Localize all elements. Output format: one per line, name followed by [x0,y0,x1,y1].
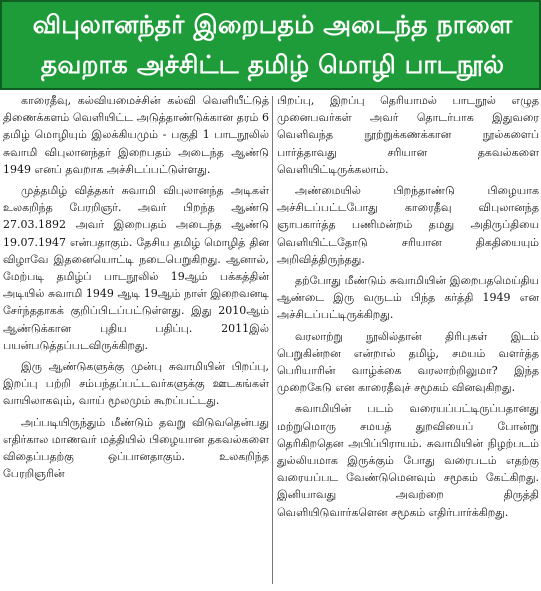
article-paragraph: காரைதீவு, கல்வியமைச்சின் கல்வி வெளியீட்டுத் திணைக்களம் வெளியிட்ட அடுத்தாண்டுக்கான தரம் 6 தமிழ் மொழியும் இலக்கியமும் - பகுதி 1 பாடநூலில் சுவாமி விபுலானந்தர் இறைபதம் அடைந்த ஆண்டு 1949 எனப் தவறாக அச்சிடப்பட்டுள்ளது. [3,94,269,176]
article-paragraph: முத்தமிழ் வித்தகர் சுவாமி விபுலானந்த அடிகள் உலகறிந்த பேரறிஞர். அவர் பிறந்த ஆண்டு 27.03.1892 அவர் இறைபதம் அடைந்த ஆண்டு 19.07.1947 என்பதாகும். தேசிய தமிழ் மொழித் தின விழாவே இதனையொட்டி நடைபெறுகிறது. ஆனால், மேற்படி தமிழ்ப் பாடநூலில் 19ஆம் பக்கத்தின் அடியில் சுவாமி 1949 ஆடி 19ஆம் நாள் இறைவனடி சேர்ந்ததாகக் குறிப்பிடப்பட்டுள்ளது. இது 2010ஆம் ஆண்டுக்கான புதிய பதிப்பு. 2011இல் பயன்படுத்தப்படவிருக்கிறது. [3,184,269,352]
article-paragraph: இரு ஆண்டுகளுக்கு முன்பு சுவாமியின் பிறப்பு, இறப்பு பற்றி சம்பந்தப்பட்டவர்களுக்கு ஊடகங்கள் வாயிலாகவும், வாய் மூலமும் கூறப்பட்டது. [3,360,269,408]
headline-line-1: விபுலானந்தர் இறைபதம் அடைந்த நாளை [32,10,513,39]
headline-line-2: தவறாக அச்சிட்ட தமிழ் மொழி பாடநூல் [40,50,505,79]
article-paragraph: தற்போது மீண்டும் சுவாமியின் இறைபதமெய்திய ஆண்டை இரு வருடம் பிந்த கர்த்தி 1949 என அச்சிடப்பட்டிருக்கிறது. [277,274,539,322]
column-divider [272,96,273,584]
article-paragraph: வரலாற்று நூலில்தான் திரிபுகள் இடம் பெறுகின்றன என்றால் தமிழ், சமயம் வளர்த்த பெரியாரின் வாழ்க்கை வரலாற்றிலுமா? இந்த முறைகேடு என காரைதீவுச் சமூகம் வினவுகிறது. [277,329,539,395]
article-paragraph: சுவாமியின் படம் வரையப்பட்டிருப்பதானது மற்றுமொரு சமயத் துறவியைப் போன்று தெரிகிறதென அபிப்பிராயம். சுவாமியின் நிழற்படம் துல்லியமாக இருக்கும் போது வரைபடம் எதற்கு வரையப்பட வேண்டுமெனவும் சமூகம் கேட்கிறது. இனியாவது அவற்றை திருத்தி வெளியிடுவார்களென சமூகம் எதிர்பார்க்கிறது. [277,402,539,519]
article-paragraph: அப்படியிருந்தும் மீண்டும் தவறு விடுவதென்பது எதிர்கால மாணவர் மத்தியில் பிழையான தகவல்களை விதைப்பதற்கு ஒப்பானதாகும். உலகறிந்த பேரறிஞரின் [3,415,269,481]
headline-banner [0,0,541,90]
article-paragraph: பிறப்பு, இறப்பு தெரியாமல் பாடநூல் எழுத முனைபவர்கள் அவர் தொடர்பாக இதுவரை வெளிவந்த நூற்றுக்கணக்கான நூல்களைப் பார்த்தாவது சரியான தகவல்களை வெளியிட்டிருக்கலாம். [277,94,539,176]
article-column-left [3,92,269,588]
article-column-right [277,92,539,588]
article-paragraph: அண்மையில் பிறந்தாண்டு பிழையாக அச்சிடப்பட்டபோது காரைதீவு விபுலானந்த ஞாபகார்த்த பணிமன்றம் தமது அதிருப்தியை வெளியிட்டதோடு சரியான திகதியையும் அறிவித்திருந்தது. [277,184,539,266]
